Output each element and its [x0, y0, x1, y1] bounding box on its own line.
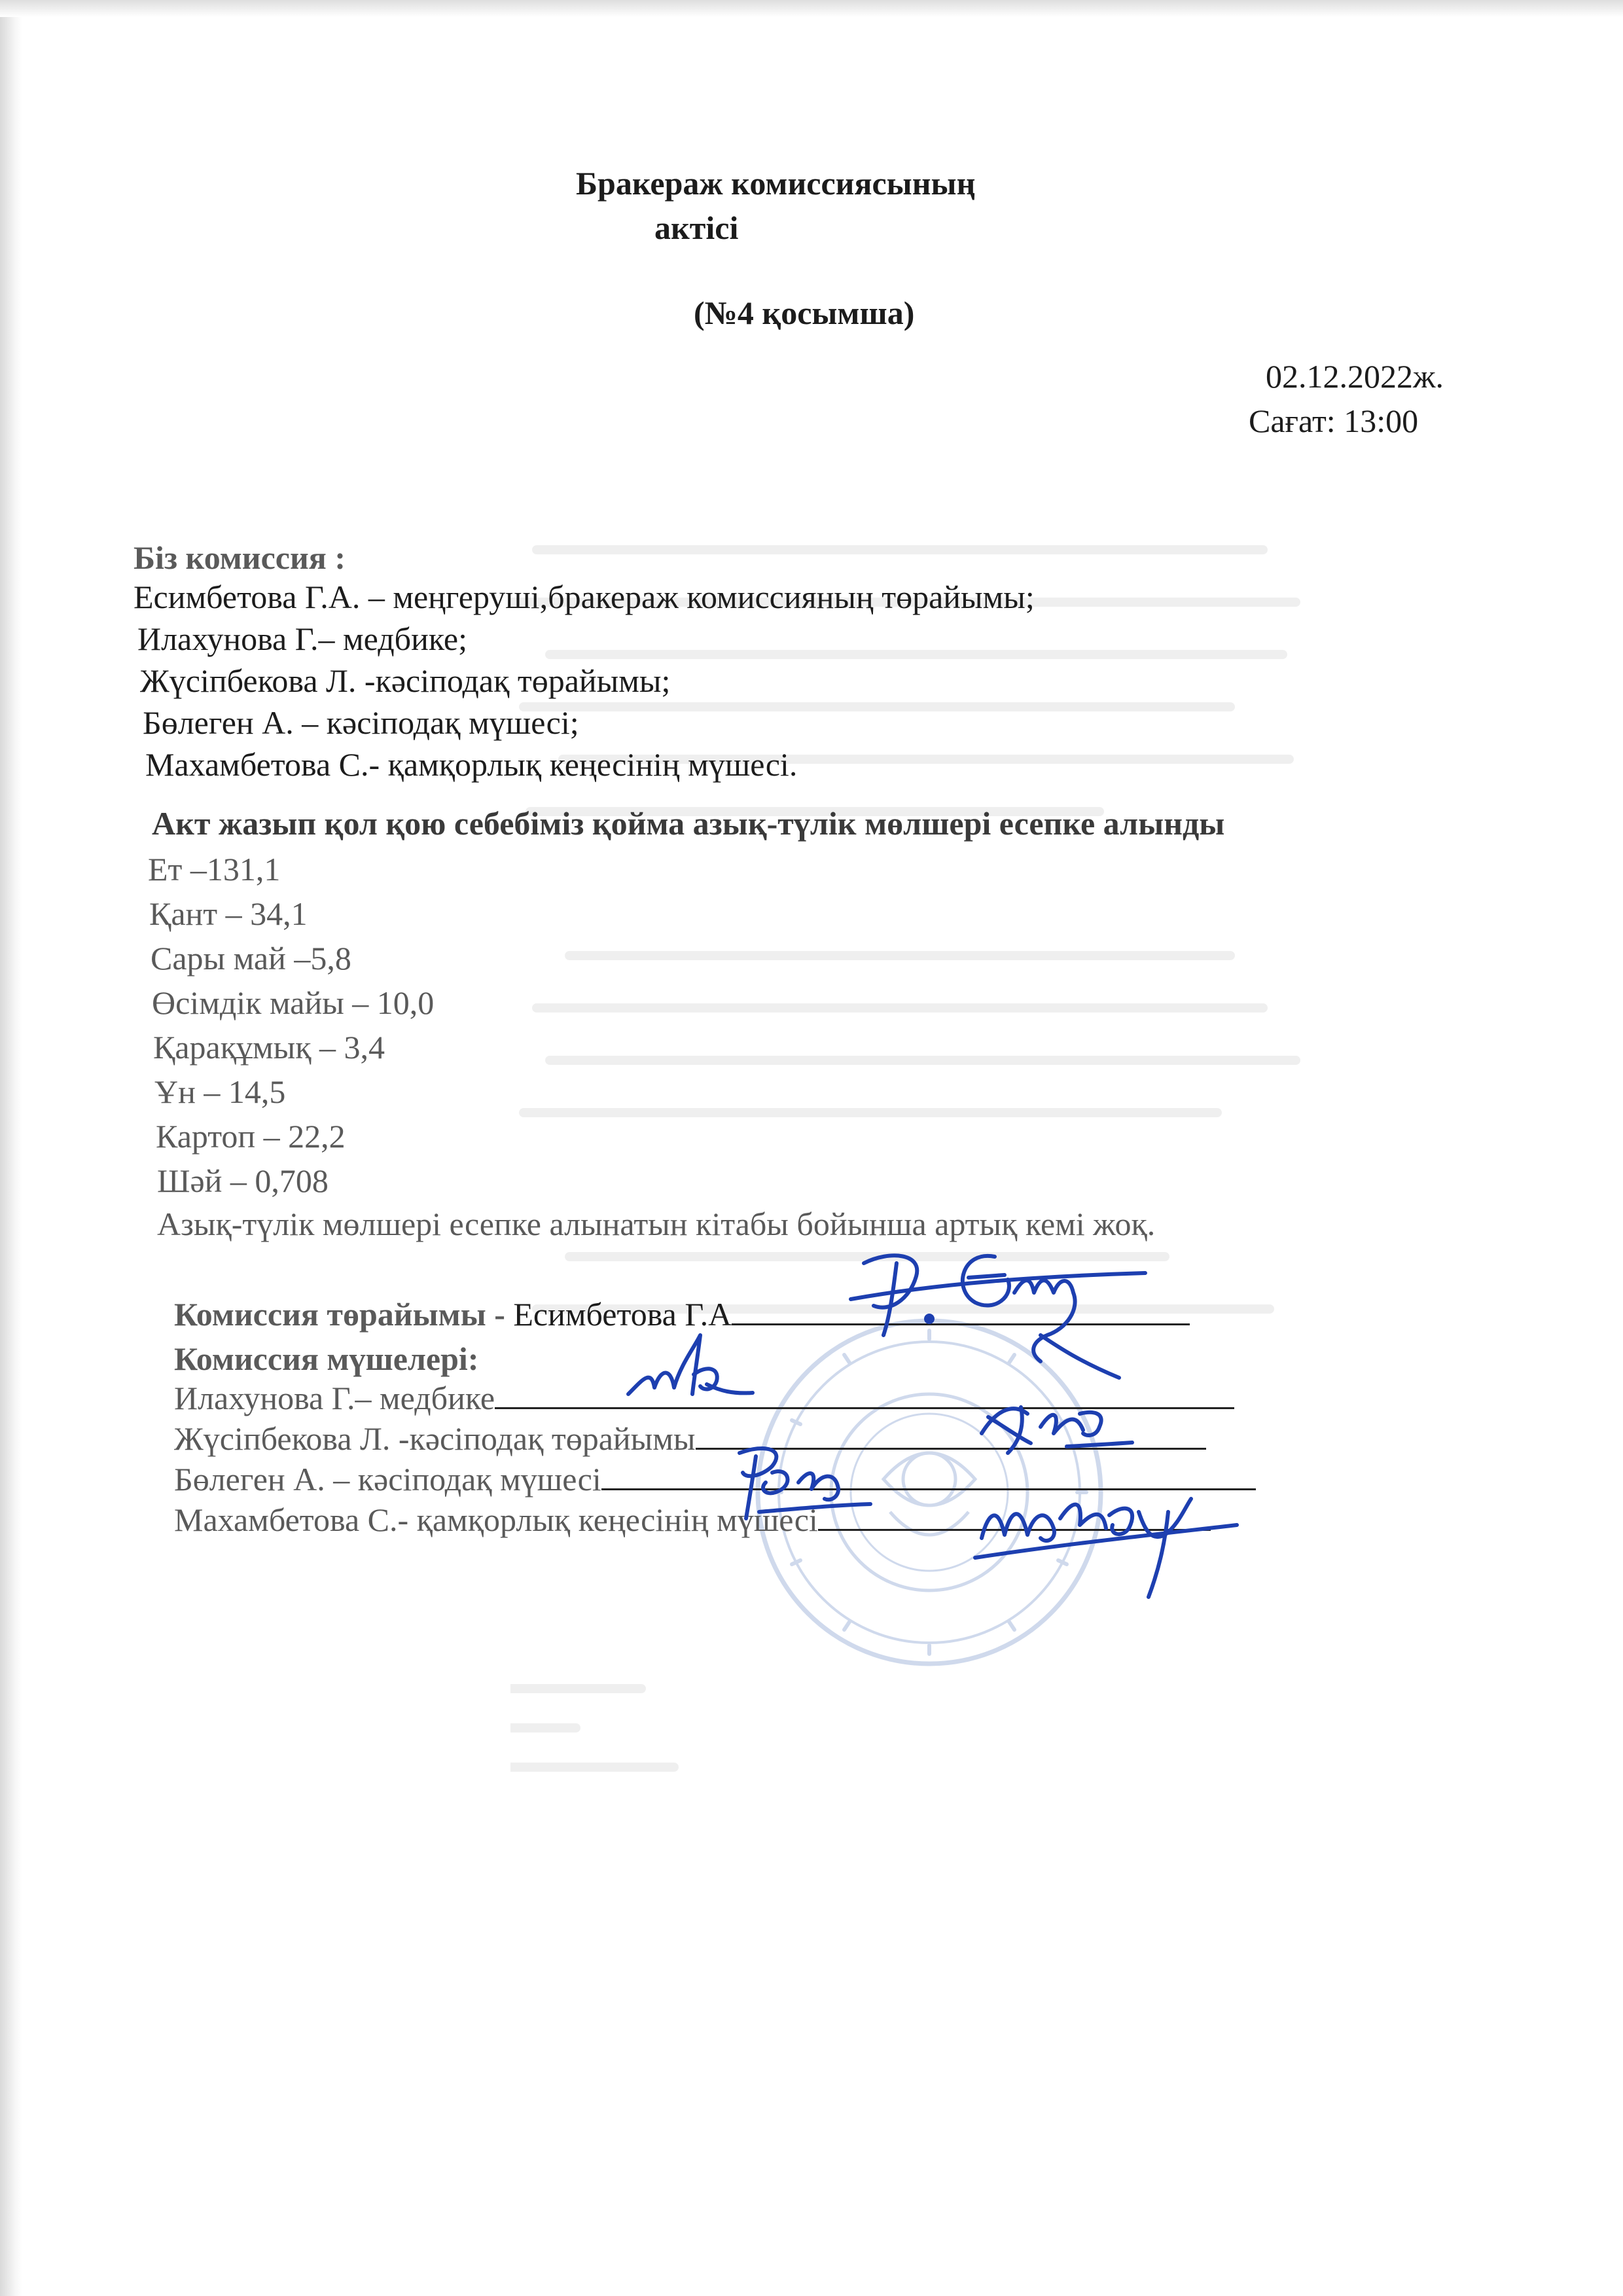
commission-member: Бөлеген А. – кәсіподақ мүшесі; [143, 704, 579, 741]
handwritten-signature-member [969, 1473, 1243, 1604]
handwritten-signature-member [969, 1388, 1139, 1466]
member-name: Бөлеген А. – кәсіподақ мүшесі [174, 1461, 601, 1498]
commission-member: Махамбетова С.- қамқорлық кеңесінің мүшесі. [145, 746, 798, 783]
handwritten-signature-member [615, 1329, 759, 1414]
members-heading: Комиссия мүшелері: [174, 1340, 479, 1377]
handwritten-signature-member [720, 1433, 877, 1532]
scan-edge-top [0, 0, 1623, 17]
inventory-item: Өсімдік майы – 10,0 [152, 984, 435, 1021]
inventory-item: Қарақұмық – 3,4 [153, 1029, 385, 1066]
member-name: Жүсіпбекова Л. -кәсіподақ төрайымы [174, 1420, 696, 1457]
inventory-item: Картоп – 22,2 [156, 1118, 346, 1155]
commission-member: Жүсіпбекова Л. -кәсіподақ төрайымы; [140, 662, 671, 699]
scan-edge-left [0, 0, 22, 2296]
inventory-item: Шәй – 0,708 [157, 1162, 329, 1199]
handwritten-signature-chair [844, 1237, 1152, 1388]
chair-label: Комиссия төрайымы - [174, 1296, 514, 1333]
document-title-line-1: Бракераж комиссиясының [576, 165, 976, 202]
inventory-item: Сары май –5,8 [151, 940, 351, 977]
document-date: 02.12.2022ж. [1266, 358, 1444, 395]
commission-member: Илахунова Г.– медбике; [137, 620, 467, 657]
inventory-item: Ет –131,1 [148, 851, 281, 888]
document-title-line-2: актісі [654, 209, 739, 246]
act-statement: Акт жазып қол қою себебіміз қойма азық-түлік мөлшері есепке алынды [152, 805, 1225, 842]
commission-member: Есимбетова Г.А. – меңгеруші,бракераж комиссияның төрайымы; [134, 579, 1035, 615]
document-time: Сағат: 13:00 [1249, 403, 1419, 439]
chair-name: Есимбетова Г.А [513, 1296, 732, 1333]
member-name: Илахунова Г.– медбике [174, 1380, 495, 1416]
member-name: Махамбетова С.- қамқорлық кеңесінің мүшесі [174, 1501, 818, 1538]
appendix-label: (№4 қосымша) [694, 295, 915, 331]
inventory-item: Қант – 34,1 [149, 895, 308, 932]
act-conclusion: Азық-түлік мөлшері есепке алынатын кітабы бойынша артық кемі жоқ. [157, 1206, 1156, 1242]
commission-heading: Біз комиссия : [134, 539, 346, 576]
inventory-item: Ұн – 14,5 [154, 1073, 286, 1110]
